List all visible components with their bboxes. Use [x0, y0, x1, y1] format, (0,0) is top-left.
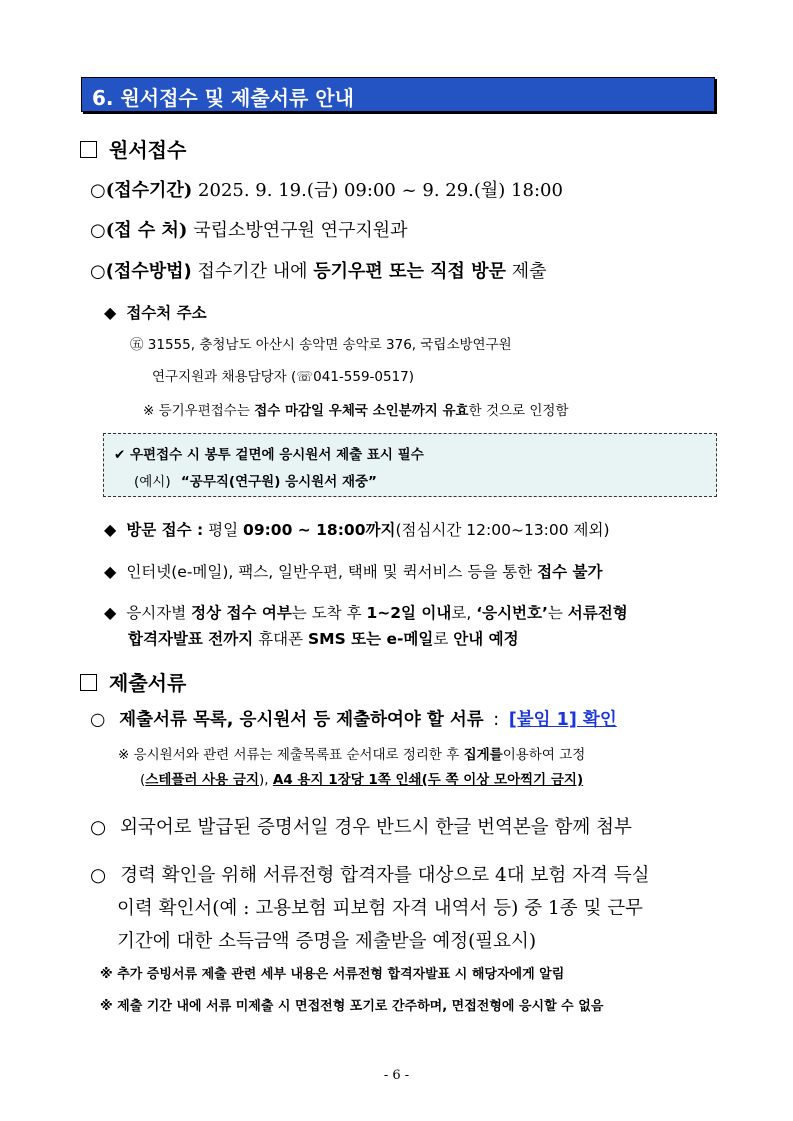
notice-line: ✔ 우편접수 시 봉투 겉면에 응시원서 제출 표시 필수 [114, 447, 424, 463]
checkbox-square-icon [80, 141, 97, 158]
method-label: (접수방법) [105, 261, 192, 282]
example-value: “공무직(연구원) 응시원서 재중” [180, 474, 377, 490]
paren: ), [259, 772, 269, 788]
address-title: 접수처 주소 [126, 304, 207, 322]
checkbox-square-icon [80, 674, 97, 691]
method-row: ○(접수방법) 접수기간 내에 등기우편 또는 직접 방문 제출 [90, 261, 547, 282]
visit-label: 방문 접수 : [126, 521, 204, 539]
item-text: 기간에 대한 소득금액 증명을 제출받을 예정(필요시) [117, 931, 537, 952]
address-line-1: ㊄ 31555, 충청남도 아산시 송악면 송악로 376, 국립소방연구원 [130, 337, 512, 353]
visit-post: (점심시간 12:00~13:00 제외) [395, 521, 610, 539]
confirmation-row [104, 600, 724, 652]
section-title: 6. 원서접수 및 제출서류 안내 [92, 86, 354, 110]
item-text: 이력 확인서(예 : 고용보험 피보험 자격 내역서 등) 중 1종 및 근무 [117, 898, 644, 919]
attachment-link[interactable]: [붙임 1] 확인 [508, 710, 617, 730]
item-text: 경력 확인을 위해 서류전형 합격자를 대상으로 4대 보험 자격 득실 [120, 865, 650, 886]
method-text: 접수기간 내에 [197, 261, 308, 282]
note-pre: ※ 등기우편접수는 [143, 403, 250, 419]
conf-text: 로 [433, 630, 449, 648]
visit-bold: 09:00 ~ 18:00까지 [243, 521, 396, 539]
documents-note-3: ※ 추가 증빙서류 제출 관련 세부 내용은 서류전형 합격자발표 시 해당자에게 알림 [100, 967, 565, 982]
conf-text: 는 도착 후 [291, 604, 362, 622]
note-post: 한 것으로 인정함 [468, 403, 569, 419]
visit-row [104, 518, 610, 540]
note-pre: ※ 응시원서와 관련 서류는 제출목록표 순서대로 정리한 후 [118, 747, 460, 763]
registered-mail-note [143, 399, 568, 419]
item-colon: : [493, 710, 500, 730]
paren: ( [140, 772, 146, 788]
documents-note-4: ※ 제출 기간 내에 서류 미제출 시 면접전형 포기로 간주하며, 면접전형에 응시할 수 없음 [100, 999, 604, 1014]
conf-text: 휴대폰 [258, 630, 304, 648]
heading-documents [80, 667, 186, 696]
documents-item-2: ○ 외국어로 발급된 증명서일 경우 반드시 한글 번역본을 함께 첨부 [90, 817, 632, 838]
note-bold: 접수 마감일 우체국 소인분까지 유효 [254, 403, 469, 419]
method-bold: 등기우편 또는 직접 방문 [313, 261, 506, 282]
notice-example [134, 470, 377, 490]
internet-row [104, 560, 602, 582]
note-bold: 집게를 [463, 747, 503, 763]
address-line-2: 연구지원과 채용담당자 (☏041-559-0517) [152, 369, 415, 385]
heading-text: 원서접수 [109, 138, 187, 162]
example-label: (예시) [134, 474, 171, 490]
period-row: ○(접수기간) 2025. 9. 19.(금) 09:00 ~ 9. 29.(월) 18:00 [90, 180, 563, 201]
internet-bold: 접수 불가 [537, 563, 603, 581]
print-rule: A4 용지 1장당 1쪽 인쇄(두 쪽 이상 모아찍기 금지) [272, 772, 584, 788]
visit-pre: 평일 [208, 521, 239, 539]
page-number: - 6 - [383, 1068, 410, 1083]
stapler-warning: 스테플러 사용 금지 [145, 772, 260, 788]
conf-bold: 안내 예정 [453, 630, 519, 648]
diamond-bullet-icon: ◆ [104, 562, 117, 581]
place-label: (접 수 처) [105, 220, 188, 241]
place-value: 국립소방연구원 연구지원과 [193, 220, 408, 241]
documents-item-1: ○ 제출서류 목록, 응시원서 등 제출하여야 할 서류 : [붙임 1] 확인 [90, 710, 617, 730]
diamond-bullet-icon: ◆ [104, 520, 117, 539]
conf-bold: 1~2일 이내 [366, 604, 452, 622]
conf-bold: SMS 또는 e-메일 [307, 630, 434, 648]
conf-text: 로, [451, 604, 472, 622]
conf-text: 는 [547, 604, 563, 622]
conf-text: 응시자별 [126, 604, 187, 622]
period-label: (접수기간) [105, 180, 193, 201]
section-header [81, 77, 715, 112]
conf-bold: 서류전형 [567, 604, 628, 622]
item-bold: 제출서류 목록, 응시원서 등 제출하여야 할 서류 [119, 710, 484, 730]
heading-text: 제출서류 [109, 671, 187, 695]
heading-application [80, 134, 186, 163]
item-text: 외국어로 발급된 증명서일 경우 반드시 한글 번역본을 함께 첨부 [120, 817, 632, 838]
conf-bold: ‘응시번호’ [476, 604, 548, 622]
diamond-bullet-icon: ◆ [104, 603, 117, 622]
conf-bold: 합격자발표 전까지 [128, 630, 254, 648]
period-value: 2025. 9. 19.(금) 09:00 ~ 9. 29.(월) 18:00 [198, 180, 563, 201]
internet-text: 인터넷(e-메일), 팩스, 일반우편, 택배 및 퀵서비스 등을 통한 [126, 563, 533, 581]
documents-note-1 [118, 743, 585, 763]
diamond-bullet-icon: ◆ [104, 303, 117, 322]
place-row: ○(접 수 처) 국립소방연구원 연구지원과 [90, 220, 408, 241]
documents-item-3: ○ 경력 확인을 위해 서류전형 합격자를 대상으로 4대 보험 자격 득실 이력 확인서(예 : 고용보험 피보험 자격 내역서 등) 중 1종 및 근무 기간에 대한 소득금액 증명을 제출받을 예정(필요시) [90, 865, 650, 952]
address-title-row [104, 301, 207, 323]
method-post: 제출 [511, 261, 547, 282]
conf-bold: 정상 접수 여부 [191, 604, 292, 622]
documents-note-2 [140, 768, 583, 788]
notice-box [103, 433, 717, 497]
note-post: 이용하여 고정 [502, 747, 586, 763]
